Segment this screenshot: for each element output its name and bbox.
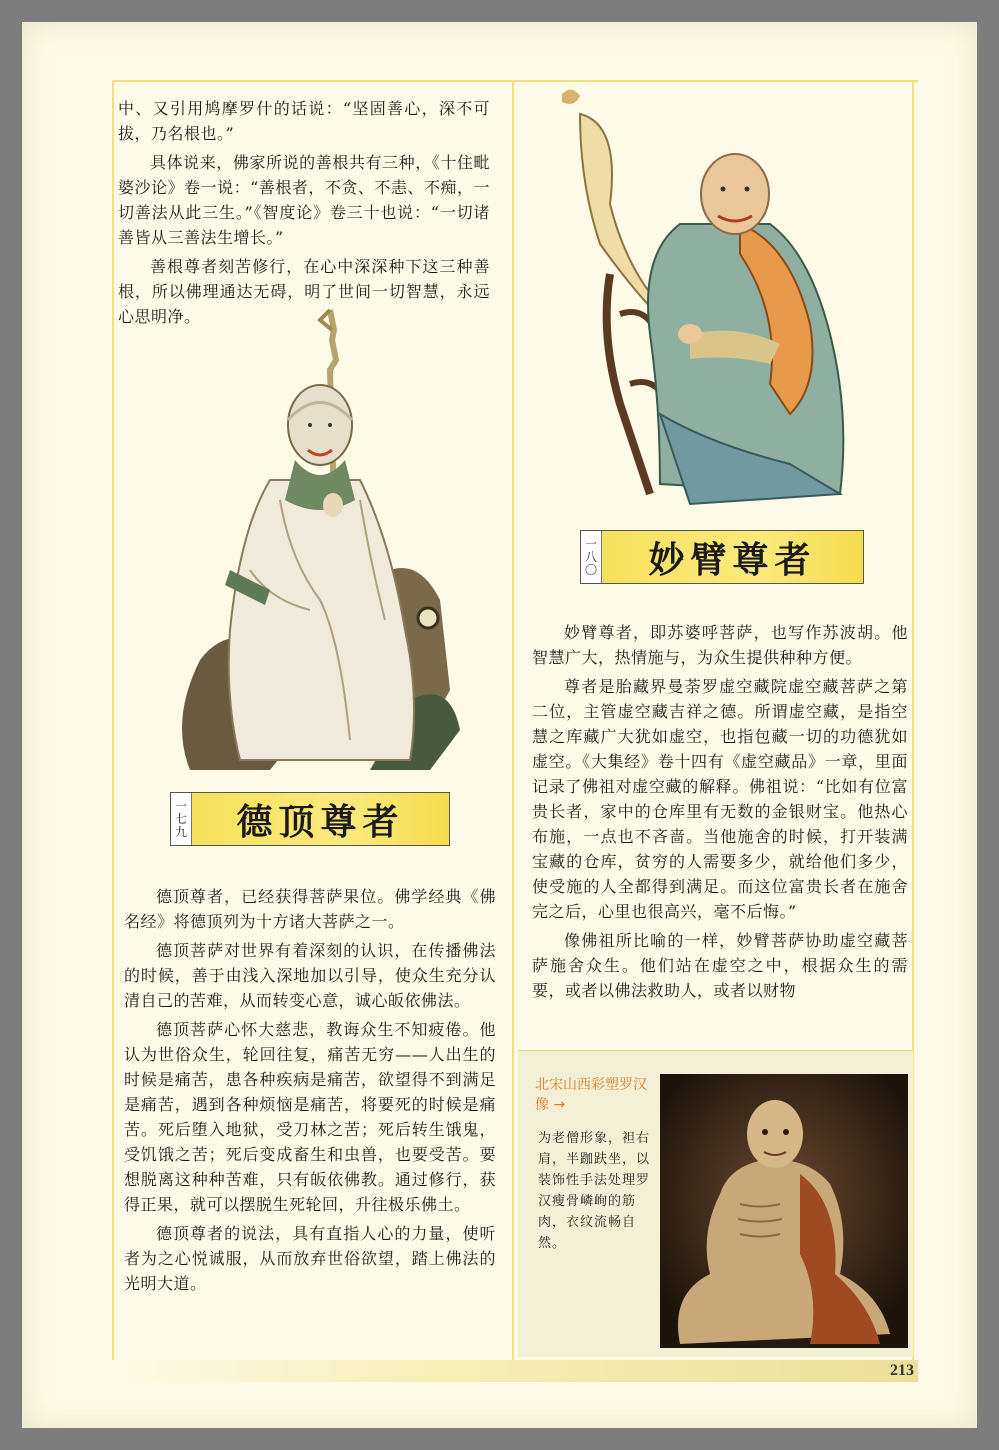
paragraph: 像佛祖所比喻的一样，妙臂菩萨协助虚空藏菩萨施舍众生。他们站在虚空之中，根据众生的需要，或者以佛法救助人，或者以财物 [532,931,908,1000]
paragraph: 德顶菩萨对世界有着深刻的认识，在传播佛法的时候，善于由浅入深地加以引导，使众生充分认清自己的苦难，从而转变心意，诚心皈依佛法。 [124,941,496,1010]
miaobi-arhat-illustration [540,84,860,514]
photo-caption-title: 北宋山西彩塑罗汉像 → [535,1077,647,1113]
page-number: 213 [890,1362,914,1379]
paragraph: 尊者是胎藏界曼荼罗虚空藏院虚空藏菩萨之第二位，主管虚空藏吉祥之德。所谓虚空藏，是指空慧之库藏广大犹如虚空，也指包藏一切的功德犹如虚空。《大集经》卷十四有《虚空藏品》一章，里面记录了佛祖对虚空藏的解释。佛祖说：“比如有位富贵长者，家中的仓库里有无数的金银财宝。他热心布施，一点也不吝啬。当他施舍的时候，打开装满宝藏的仓库，贫穷的人需要多少，就给他们多少，使受施的人全都得到满足。而这位富贵长者在施舍完之后，心里也很高兴，毫不后悔。” [532,677,908,921]
arhat-number: 一 八 〇 [581,531,602,583]
paragraph: 中、又引用鸠摩罗什的话说：“坚固善心，深不可拔，乃名根也。” [118,99,490,143]
paragraph: 德顶菩萨心怀大慈悲，教诲众生不知疲倦。他认为世俗众生，轮回往复，痛苦无穷——人出生的时候是痛苦，患各种疾病是痛苦，欲望得不到满足是痛苦，遇到各种烦恼是痛苦，将要死的时候是痛苦。死后堕入地狱，受刀林之苦；死后转生饿鬼，受饥饿之苦；死后变成畜生和虫兽，也要受苦。要想脱离这种种苦难，只有皈依佛教。通过修行，获得正果，就可以摆脱生死轮回，升往极乐佛土。 [124,1020,496,1214]
arhat-name: 德顶尊者 [192,793,449,845]
left-bottom-text [124,884,496,1300]
deding-title-box [170,792,450,846]
left-top-text [118,96,490,333]
left-column-rule [112,80,114,1360]
deding-arhat-illustration [170,300,470,780]
arhat-statue-photo [660,1074,908,1348]
photo-caption: 为老僧形象，袒右肩，半跏趺坐，以装饰性手法处理罗汉瘦骨嶙峋的筋肉，衣纹流畅自然。 [538,1131,651,1251]
paragraph: 德顶尊者，已经获得菩萨果位。佛学经典《佛名经》将德顶列为十方诸大菩萨之一。 [124,887,496,931]
paragraph: 善根尊者刻苦修行，在心中深深种下这三种善根，所以佛理通达无碍，明了世间一切智慧，永远心思明净。 [118,257,490,326]
arhat-name: 妙臂尊者 [602,531,863,583]
right-text [532,620,908,1007]
miaobi-title-box [580,530,864,584]
paragraph: 德顶尊者的说法，具有直指人心的力量，使听者为之心悦诚服，从而放弃世俗欲望，踏上佛法的光明大道。 [124,1224,496,1293]
paragraph: 具体说来，佛家所说的善根共有三种，《十住毗婆沙论》卷一说：“善根者，不贪、不恚、不痴，一切善法从此三生。”《智度论》卷三十也说：“一切诸善皆从三善法生增长。” [118,153,490,247]
arhat-number: 一 七 九 [171,793,192,845]
top-rule [112,80,918,82]
paragraph: 妙臂尊者，即苏婆呼菩萨，也写作苏波胡。他智慧广大，热情施与，为众生提供种种方便。 [532,623,908,667]
column-divider [512,80,514,1360]
statue-image [660,1074,908,1348]
footer-bar [112,1360,918,1382]
